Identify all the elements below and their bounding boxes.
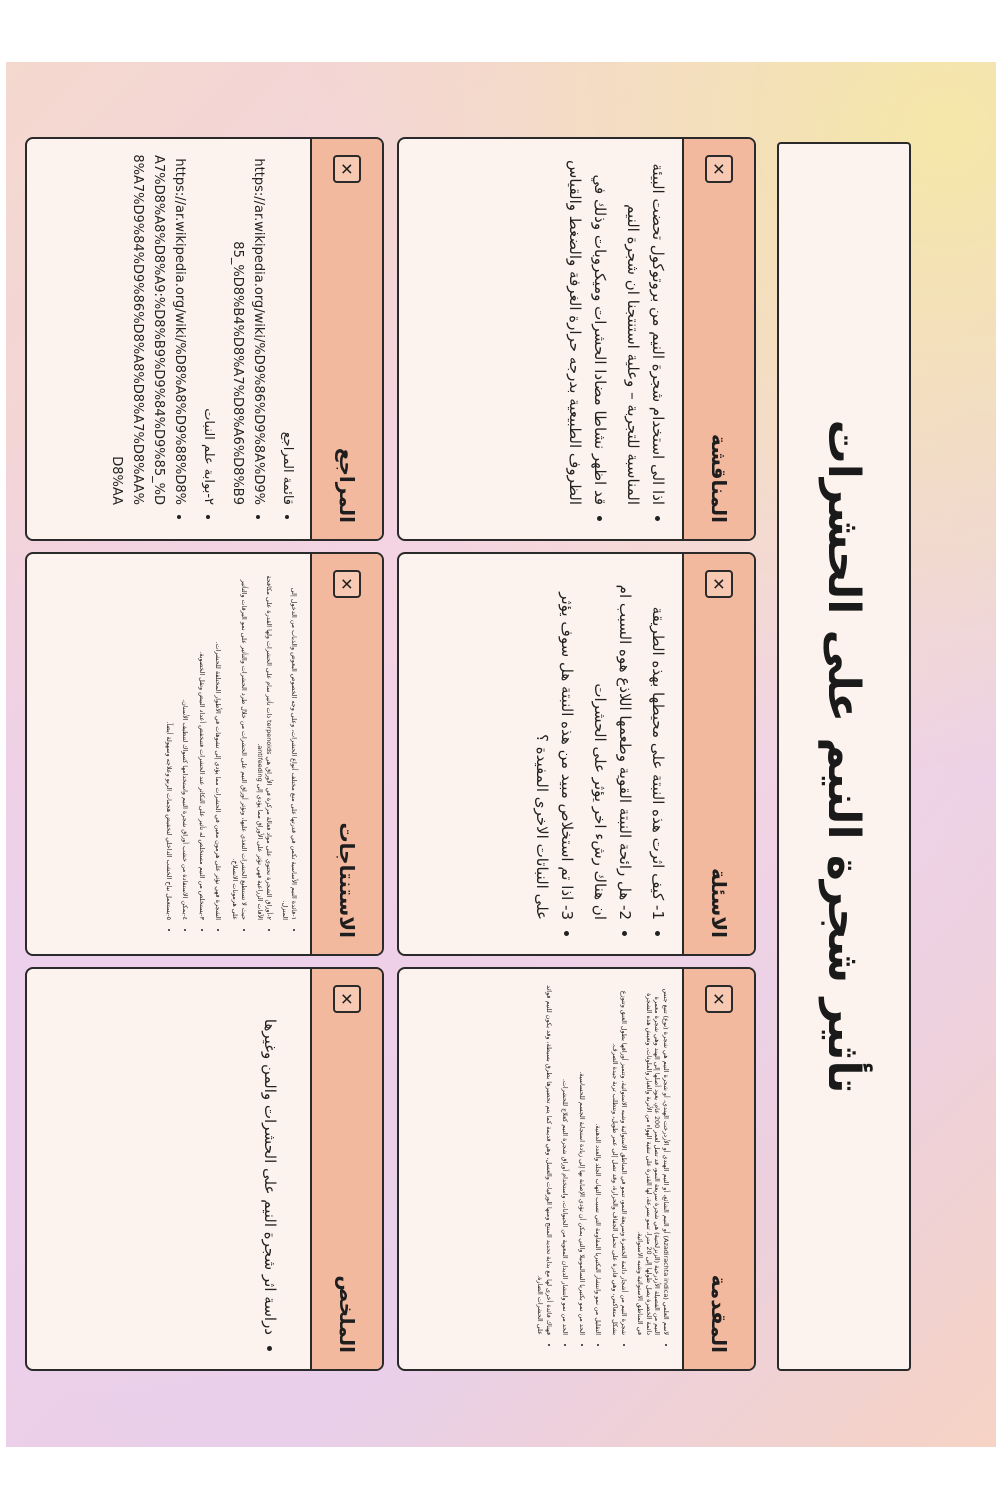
card-body-summary [25,969,310,1369]
poster [6,62,996,1447]
list-item: • دراسة اثر شجرة النيم على الحشرات والمن وغيرها [257,983,282,1335]
card-header [682,554,754,954]
card-intro [397,967,756,1371]
card-header [310,139,382,539]
card-title-discussion: المناقشة [707,433,731,523]
list-item: • قائمة المراجع [277,153,298,505]
card-body-references [33,139,310,539]
list-item: • لاسم العلمي (Azadirachta indica) أو النيم الشائع، أو النيم الهندي أو الأزدرخت الهندي، أو شجرة النيم هي شجرة (نوع) تتبع جنس النيم من الفصيلة الأزدرخية (الزنزلختية) هي شجرة سريعة النمو، قد تصل لعمر 200 عام، يعود أصلها إلى الهند وهي شجرة معمرة دائمة الخضرة يصل طولها إلى 20 مترا، تنمو بسرعة، لها القدرة على تنقية الهواء من الأتربة والغبار والملوثات، وتعيش هذه الشجرة في المناطق الاستوائية وشبه الاستوائية. [636,983,670,1335]
close-icon[interactable]: ✕ [705,985,733,1013]
list-item: • ٢-بوابة علم النبات [198,153,219,505]
list-item: • ٢-أوراق الشجرة تحتوي على مواد فعالة مركزة في الأوراق هي terpenoids ذات تأثير سام على الحشرات ولها القدرة على مكافحة الآفات الزراعية فهي تؤثر على الأوراق مما يؤدي إلى antifeeding. [256,568,273,920]
list-item: • ٥-يستعمل نباح الخشب الداخلي لتخفيض هجمات الربو وعلاجه وسهولة أيضاً. [164,568,173,920]
close-icon[interactable]: ✕ [333,570,361,598]
list-item: • 1- كيف اثرت هذه النبتة على محيطها بهذه الطريقة [645,568,670,920]
reference-link[interactable] [227,153,269,505]
poster-canvas [6,62,996,1447]
card-title-references: المراجع [335,447,359,523]
reference-url[interactable]: • https://ar.wikipedia.org/wiki/%D9%86%D9%8A%D9%85_%D8%B4%D8%A7%D8%A6%D8%B9 [230,158,266,505]
list-item: • ٣-يستخلص من النيم مستخلص له تأثير على التكاثر عند الحشرات فتنخفض أعداد البيض وتقل الخصوبة. [197,568,206,920]
list-item: • 3- اذا تم استخلاص مبيد من هذه النبتة هل سوف يؤثر على النباتات الاخرى المفيدة ؟ [529,568,579,920]
card-questions [397,552,756,956]
list-item: • حيث لا تستطيع الحشرات التغذي عليها، وتؤثر أوراق النيم على الحشرات من خلال طرد الحشرات والتأثير على نمو اليرقات والتأثير على هرمونات الانسلاخ. [230,568,247,920]
card-title-summary: الملخص [335,1275,359,1353]
reference-url[interactable]: • https://ar.wikipedia.org/wiki/%D8%A8%D9%88%D8%A7%D8%A8%D8%A9:%D8%B9%D9%84%D9%85_%D8%A7%D9%84%D9%86%D8%A8%D8%A7%D8%AA%D8%AA [109,154,187,505]
card-header [682,969,754,1369]
card-discussion [397,137,756,541]
card-title-conclusions: الاستنتاجات [335,822,359,938]
reference-link[interactable] [106,153,190,505]
list-item: • الحد من نمو بكتيريا السالمونيلا والتي يمكن أن تؤدي الإصابة بها إلى زيادة استجابة الجسم للحساسية. [577,983,586,1335]
list-item: • اذا الى استخدام شجرة النيم من بروتوكول تحضت البيئة المناسبة للتجربة – وعلية استنتجنا ان شجرة النيم [620,153,670,505]
list-item: • الشجرة فهي تؤثر على هرمون معين في الحشرات مما يؤدي إلى تشوهات في الأطوار المختلفة للحشرات. [214,568,223,920]
card-title-questions: الاسئلة [707,868,731,938]
title-box [777,142,911,1371]
card-header [310,554,382,954]
close-icon[interactable]: ✕ [705,155,733,183]
list-item: • الحد من نمو وانتشار الديدان المعوية من الحيوانات، واستخدام أوراق شجرة النيم كعلاج للحشرات. [561,983,570,1335]
list-item: • ٤-يمكن الاستفادة من خشب أوراق شجرة النيم واستخدامها كسواك لتنظيف الأسنان. [181,568,190,920]
list-item: • فهناك فائدة أخرى لها مع بداية تحديد المنتج ومنها الورقيات والعسل، وهي قديمة كما يتم تحضيرها بطرق بسيطة، وقد يكون للنيم فوائد على الحشرات الضارة. [535,983,552,1335]
close-icon[interactable]: ✕ [333,985,361,1013]
card-header [310,969,382,1369]
card-body-conclusions [33,554,310,954]
card-body-intro [405,969,682,1369]
list-item: • شجرة النيم من أشجار دائمة الخضرة وسريعة النمو، تنمو في المناطق الاستوائية وشبه الاستوائية، وتتميز أوراقها بطول العنق وتتوزع بشكل متعاكس، وهي قادرة على تحمل الجفاف والحرارة، وقد تصل إلى عمر طويل، وتتطلب تربة جيدة الصرف. [610,983,627,1335]
page-title: تأثير شجرة النيم على الحشرات [818,419,870,1094]
card-title-intro: المقدمة [707,1274,731,1353]
list-item: • قد اظهر نشاطا مضادا الحشرات وميكروبات وذلك في الظروف الطبيعية بدرجه حرارة الغرفة والضغط والقياس [562,153,612,505]
list-item: • 2- هل رائحة النبتة القوية وطعمها اللاذع هوه السبب ام ان هناك رشء اخر يؤثر على الحشرات [587,568,637,920]
card-references [25,137,384,541]
close-icon[interactable]: ✕ [333,155,361,183]
card-conclusions [25,552,384,956]
card-body-questions [405,554,682,954]
card-header [682,139,754,539]
card-summary [25,967,384,1371]
close-icon[interactable]: ✕ [705,570,733,598]
list-item: • التقليل من نمو وانتشار البكتيريا المقاومة التي تسبب التهاب الجلد والعدد الدهنية. [594,983,603,1335]
card-body-discussion [405,139,682,539]
list-item: • ١-فائدة النيم الأساسية تكمن في قدرتها على منع مختلف أنواع الحشرات، وعلى وجه الخصوص البعوض والذباب من الدخول إلى المنزل. [281,568,298,920]
